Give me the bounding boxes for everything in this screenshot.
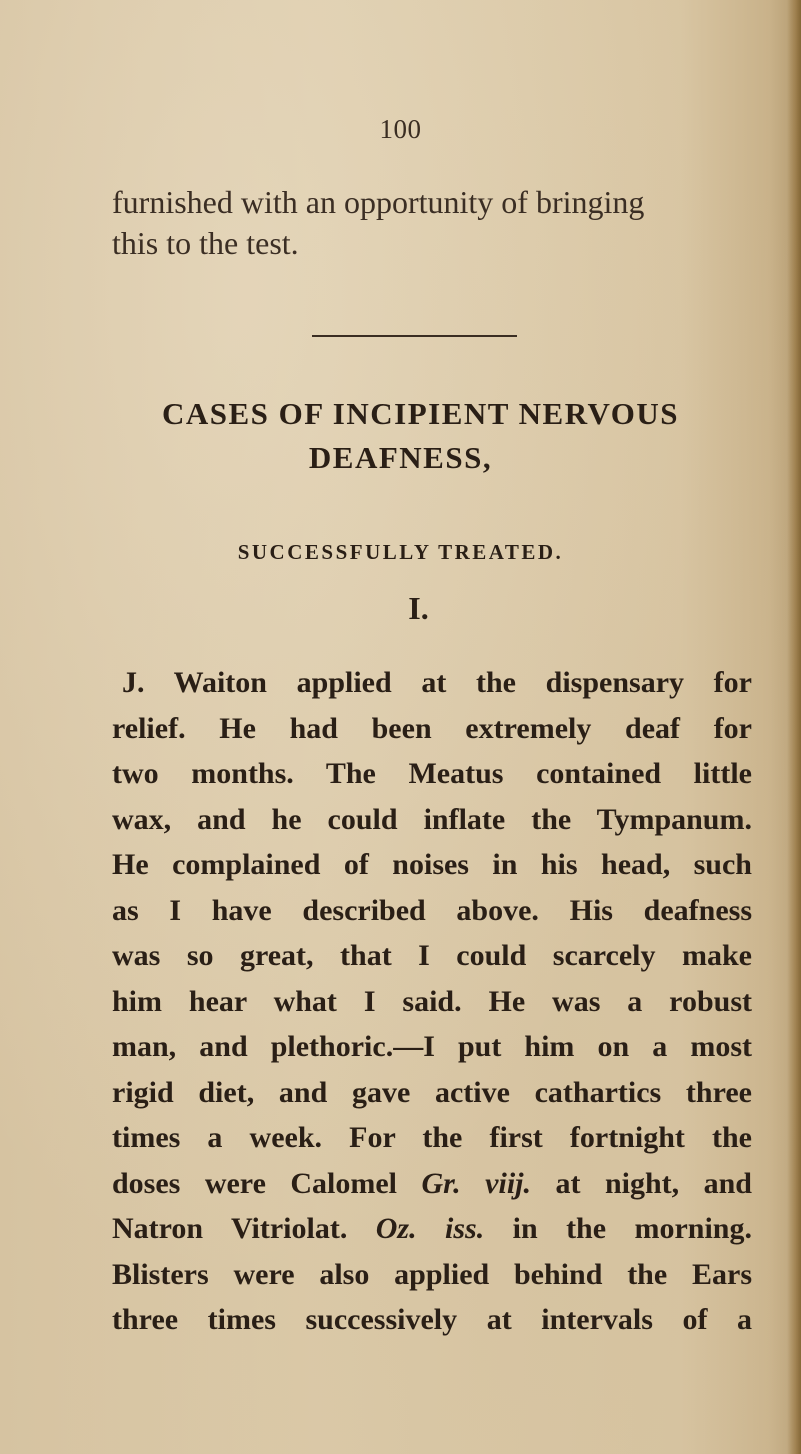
section-subtitle: SUCCESSFULLY TREATED. bbox=[237, 540, 564, 564]
dose-text-post: at night, and bbox=[531, 1166, 752, 1200]
paragraph-line: man, and plethoric.—I put him on a most bbox=[112, 1030, 752, 1063]
paragraph-line: was so great, that I could scarcely make bbox=[112, 939, 752, 972]
case-numeral: I. bbox=[408, 590, 429, 626]
natron-text-pre: Natron Vitriolat. bbox=[112, 1212, 376, 1245]
paragraph-line-dose bbox=[112, 1161, 752, 1207]
case-paragraph bbox=[112, 660, 752, 1343]
dose-text-pre: doses were Calomel bbox=[112, 1166, 422, 1200]
paragraph-line: three times successively at intervals of a bbox=[112, 1303, 752, 1336]
intro-line: this to the test. bbox=[112, 225, 299, 261]
dose-quantity: Gr. viij. bbox=[421, 1166, 531, 1200]
paragraph-line: J. Waiton applied at the dispensary for bbox=[122, 666, 752, 699]
paragraph-line: He complained of noises in his head, such bbox=[112, 848, 752, 881]
paragraph-line-natron bbox=[112, 1206, 752, 1252]
paragraph-line: rigid diet, and gave active cathartics three bbox=[112, 1075, 752, 1109]
paragraph-line: relief. He had been extremely deaf for bbox=[112, 711, 752, 745]
natron-quantity: Oz. iss. bbox=[375, 1212, 485, 1245]
paragraph-line: Blisters were also applied behind the Ears bbox=[112, 1257, 752, 1291]
intro-line: furnished with an opportunity of bringing bbox=[112, 184, 645, 220]
natron-text-post: in the morning. bbox=[484, 1212, 752, 1245]
paragraph-line: wax, and he could inflate the Tympanum. bbox=[112, 802, 752, 836]
paragraph-line: times a week. For the first fortnight the bbox=[112, 1121, 752, 1154]
section-title-line-2: DEAFNESS, bbox=[308, 440, 493, 475]
section-title-line-1: CASES OF INCIPIENT NERVOUS bbox=[161, 396, 680, 431]
page-number: 100 bbox=[379, 114, 422, 144]
paragraph-line: him hear what I said. He was a robust bbox=[112, 984, 752, 1018]
intro-paragraph bbox=[112, 182, 752, 264]
section-divider bbox=[312, 335, 517, 337]
page-edge-shadow bbox=[787, 0, 801, 1454]
paragraph-line: as I have described above. His deafness bbox=[112, 893, 752, 927]
paragraph-line: two months. The Meatus contained little bbox=[112, 757, 752, 790]
